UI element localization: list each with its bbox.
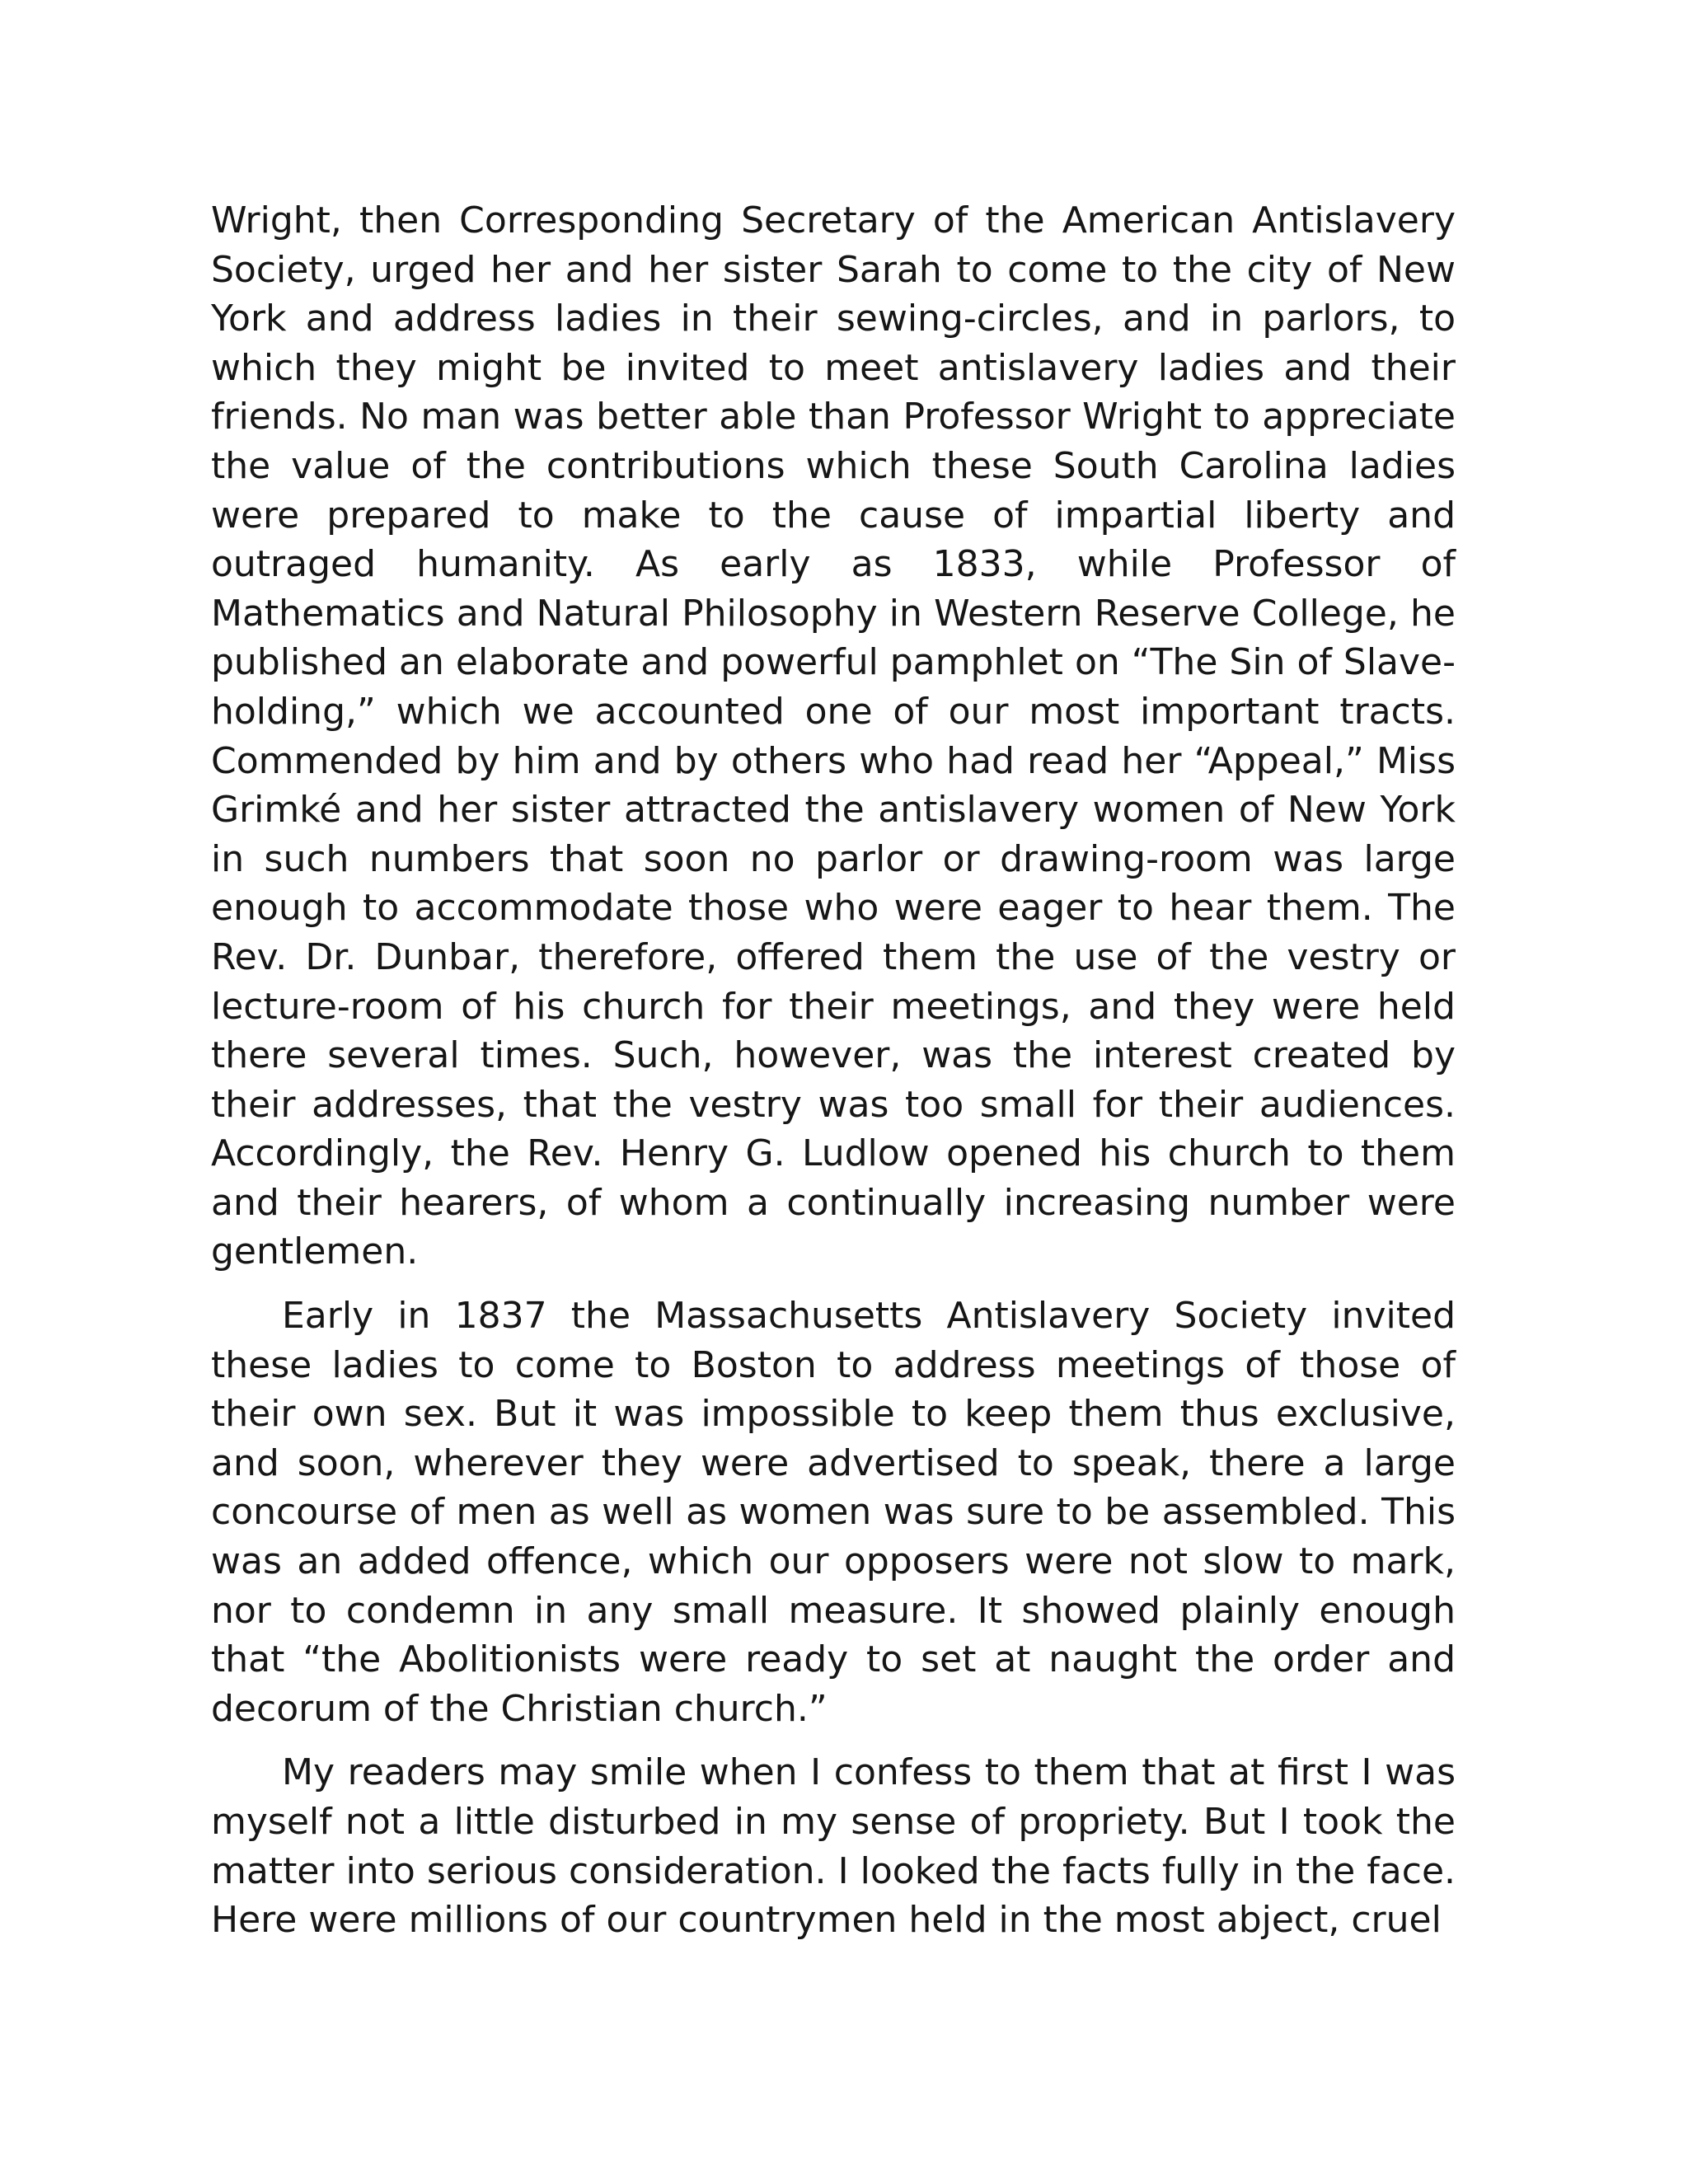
paragraph-2: Early in 1837 the Massachusetts Antislavery Society invited these ladies to come to Boston to address meetings of those of their own sex. But it was impossible to keep them thus exclusive, and soon, wherever they were advertised to speak, there a large concourse of men as well as women was sure to be assembled. This was an added offence, which our opposers were not slow to mark, nor to condemn in any small measure. It showed plainly enough that “the Abolitionists were ready to set at naught the order and decorum of the Christian church.” <box>211 1295 1456 1730</box>
page-body <box>211 196 1456 1945</box>
paragraph-1: Wright, then Corresponding Secretary of the American Antislavery Society, urged her and her sister Sarah to come to the city of New York and address ladies in their sewing-circles, and in parlors, to which they might be invited to meet antislavery ladies and their friends. No man was better able than Professor Wright to appreciate the value of the contributions which these South Carolina ladies were prepared to make to the cause of impartial liberty and outraged humanity. As early as 1833, while Professor of Mathematics and Natural Philosophy in Western Reserve College, he published an elaborate and powerful pamphlet on “The Sin of Slave-holding,” which we accounted one of our most important tracts. Commended by him and by others who had read her “Appeal,” Miss Grimké and her sister attracted the antislavery women of New York in such numbers that soon no parlor or drawing-room was large enough to accommodate those who were eager to hear them. The Rev. Dr. Dunbar, therefore, offered them the use of the vestry or lecture-room of his church for their meetings, and they were held there several times. Such, however, was the interest created by their addresses, that the vestry was too small for their audiences. Accordingly, the Rev. Henry G. Ludlow opened his church to them and their hearers, of whom a continually increasing number were gentlemen. <box>211 199 1456 1273</box>
paragraph-3: My readers may smile when I confess to them that at first I was myself not a little disturbed in my sense of propriety. But I took the matter into serious consideration. I looked the facts fully in the face. Here were millions of our countrymen held in the most abject, cruel <box>211 1751 1456 1942</box>
